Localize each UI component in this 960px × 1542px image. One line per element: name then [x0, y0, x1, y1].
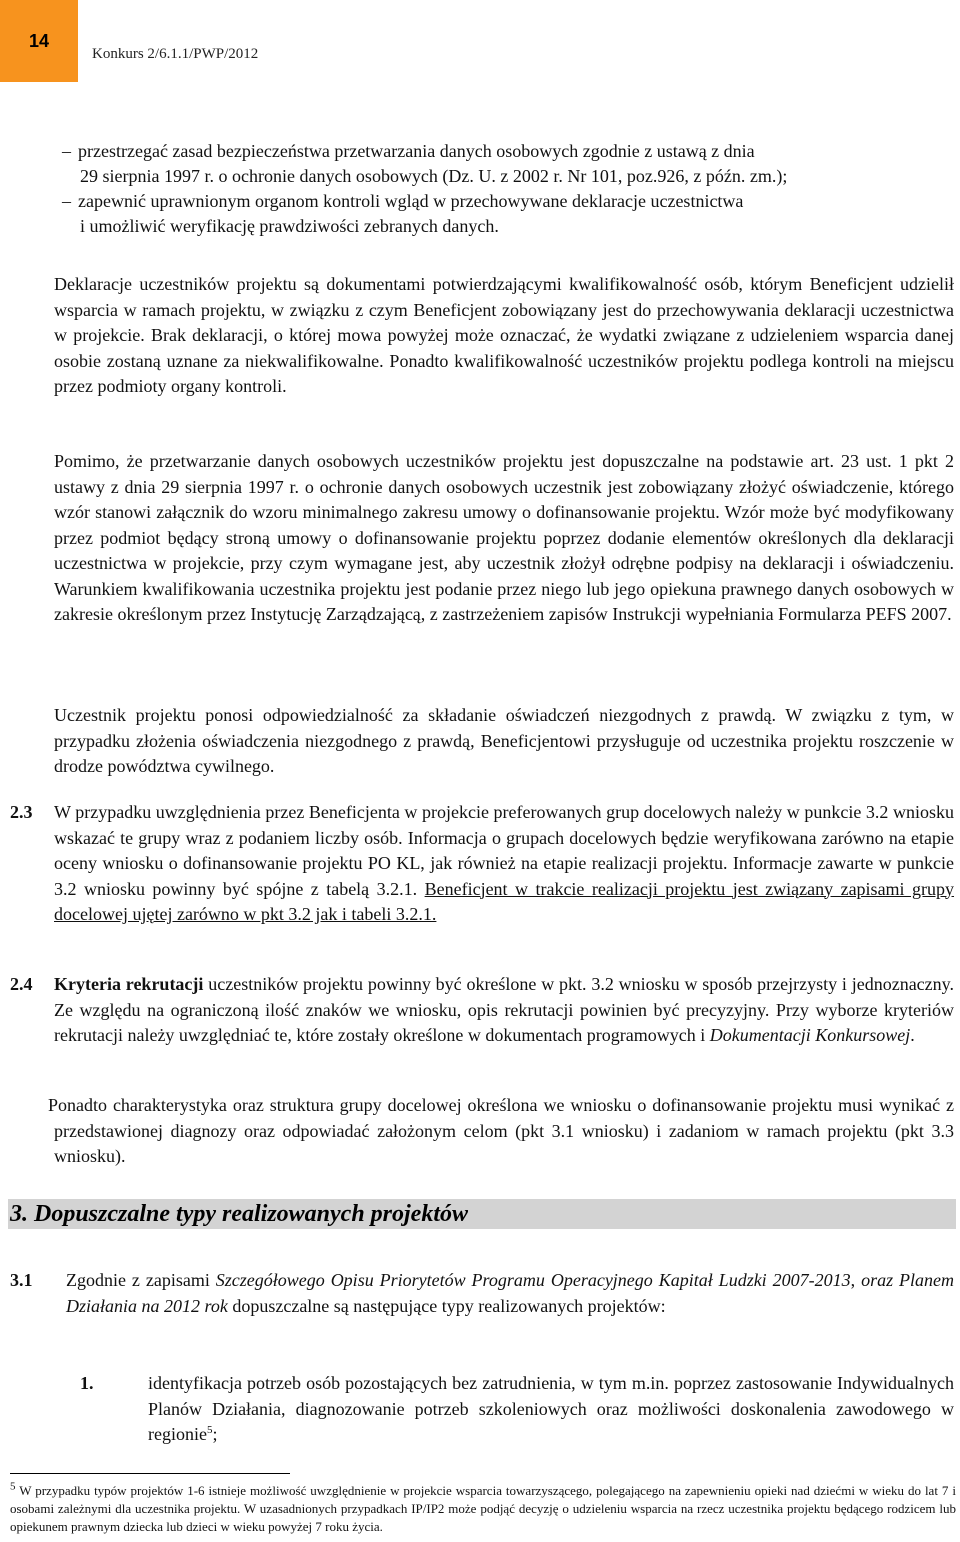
page-header	[0, 0, 960, 82]
footnote: $^5$ W przypadku typów projektów 1-6 istnieje możliwość uwzględnienie w projekcie wsparcia towarzyszącego, polegającego na zapewnieniu opieki nad dziećmi w wieku do lat 7 i osobami zależnymi dla uczestnika projektu. W uzasadnionych przypadkach IP/IP2 może podjąć decyzję o udzieleniu wsparcia na rzecz uczestnika projektu będącego rodzicem lub opiekunem prawnym dziecka lub dzieci w wieku powyżej 7 roku życia.	[10, 1480, 956, 1534]
footnote-reference[interactable]: 5	[206, 1424, 213, 1436]
italic-term: oraz Planem Działania na 2012 rok	[66, 1270, 954, 1316]
header-title: Konkurs 2/6.1.1/PWP/2012	[92, 46, 259, 62]
paragraph-ponadto: Ponadto charakterystyka oraz struktura grupy docelowej określona we wniosku o dofinansowanie projektu musi wynikać z przedstawionej diagnozy oraz odpowiadać założonym celom (pkt 3.1 wniosku) i zadaniom w ramach projektu (pkt 3.3 wniosku).	[48, 1095, 954, 1166]
section-title: 3. Dopuszczalne typy realizowanych projektów	[10, 1201, 469, 1227]
underlined-text: Beneficjent w trakcie realizacji projektu jest związany zapisami grupy docelowej ujętej zarówno w pkt 3.2 jak i tabeli 3.2.1.	[54, 878, 955, 924]
italic-term: Szczegółowego Opisu Priorytetów Programu Operacyjnego Kapitał Ludzki 2007-2013	[215, 1270, 851, 1290]
footnote-number: 5	[10, 1480, 16, 1493]
section-number: 3.1	[10, 1270, 33, 1290]
list-item-number: 1.	[80, 1373, 94, 1393]
section-2-3-text: W przypadku uwzględnienia przez Beneficjenta w projekcie preferowanych grup docelowych należy w punkcie 3.2 wniosku wskazać te grupy wraz z podaniem liczby osób. Informacja o grupach docelowych będzie weryfikowana zarówno na etapie oceny wniosku o dofinansowanie projektu PO KL, jak również na etapie realizacji projektu. Informacje zawarte w punkcie 3.2 wniosku powinny być spójne z tabelą 3.2.1. Beneficjent w trakcie realizacji projektu jest związany zapisami grupy docelowej ujętej zarówno w pkt 3.2 jak i tabeli 3.2.1.	[54, 802, 955, 924]
paragraph-pomimo: Pomimo, że przetwarzanie danych osobowych uczestników projektu jest dopuszczalne na podstawie art. 23 ust. 1 pkt 2 ustawy z dnia 29 sierpnia 1997 r. o ochronie danych osobowych uczestnik jest zobowiązany złożyć oświadczenie, którego wzór stanowi załącznik do wzoru minimalnego zakresu umowy o dofinansowanie projektu. Wzór może być modyfikowany przez podmiot będący stroną umowy o dofinansowanie projektu poprzez dodanie elementów określonych dla deklaracji uczestnictwa w projekcie, przy czym wymagane jest, aby uczestnik złożył odrębne podpisy na deklaracji i oświadczeniu. Warunkiem kwalifikowania uczestnika projektu jest podanie przez niego lub jego opiekuna prawnego danych osobowych w zakresie określonym przez Instytucję Zarządzającą, z zastrzeżeniem zapisów Instrukcji wypełniania Formularza PEFS 2007.	[54, 451, 954, 624]
section-3-1-text: Zgodnie z zapisami Szczegółowego Opisu Priorytetów Programu Operacyjnego Kapitał Ludzki 2007-2013, oraz Planem Działania na 2012 rok dopuszczalne są następujące typy realizowanych projektów:	[66, 1270, 954, 1316]
footnote-divider	[10, 1473, 290, 1474]
section-number: 2.4	[10, 974, 33, 994]
bold-lead: Kryteria rekrutacji	[54, 974, 204, 994]
section-number: 2.3	[10, 802, 33, 822]
italic-term: Dokumentacji Konkursowej	[709, 1025, 911, 1045]
bullet-line: 29 sierpnia 1997 r. o ochronie danych osobowych (Dz. U. z 2002 r. Nr 101, poz.926, z późn. zm.);	[80, 166, 788, 186]
bullet-line: i umożliwić weryfikację prawdziwości zebranych danych.	[80, 216, 499, 236]
page-number-badge: 14	[0, 0, 78, 82]
list-item: identyfikacja potrzeb osób pozostających bez zatrudnienia, w tym m.in. poprzez zastosowanie Indywidualnych Planów Działania, diagnozowanie potrzeb szkoleniowych oraz możliwości doskonalenia zawodowego w regionie$^5$;	[148, 1373, 954, 1444]
section-2-4-text: Kryteria rekrutacji uczestników projektu powinny być określone w pkt. 3.2 wniosku w sposób przejrzysty i jednoznaczny. Ze względu na ograniczoną ilość znaków we wniosku, opis rekrutacji powinien być precyzyjny. Przy wyborze kryteriów rekrutacji należy uwzględniać te, które zostały określone w dokumentach programowych i Dokumentacji Konkursowej.	[54, 974, 954, 1045]
dash-marker: –	[62, 141, 71, 161]
bullet-line: – zapewnić uprawnionym organom kontroli wgląd w przechowywane deklaracje uczestnictwa	[62, 189, 954, 215]
paragraph-uczestnik: Uczestnik projektu ponosi odpowiedzialność za składanie oświadczeń niezgodnych z prawdą. W związku z tym, w przypadku złożenia oświadczenia niezgodnego z prawdą, Beneficjentowi przysługuje od uczestnika projektu roszczenie w drodze powództwa cywilnego.	[54, 705, 954, 776]
dash-marker: –	[62, 191, 71, 211]
paragraph-deklaracje: Deklaracje uczestników projektu są dokumentami potwierdzającymi kwalifikowalność osób, którym Beneficjent udzielił wsparcia w ramach projektu, w związku z czym Beneficjent zobowiązany jest do przechowywania deklaracji uczestnictwa w projekcie. Brak deklaracji, o której mowa powyżej może oznaczać, że wydatki związane z udzieleniem wsparcia danej osobie zostaną uznane za niekwalifikowalne. Ponadto kwalifikowalność uczestników projektu podlega kontroli na miejscu przez podmioty organy kontroli.	[54, 274, 954, 396]
bullet-line: – przestrzegać zasad bezpieczeństwa przetwarzania danych osobowych zgodnie z ustawą z dnia	[62, 139, 954, 165]
